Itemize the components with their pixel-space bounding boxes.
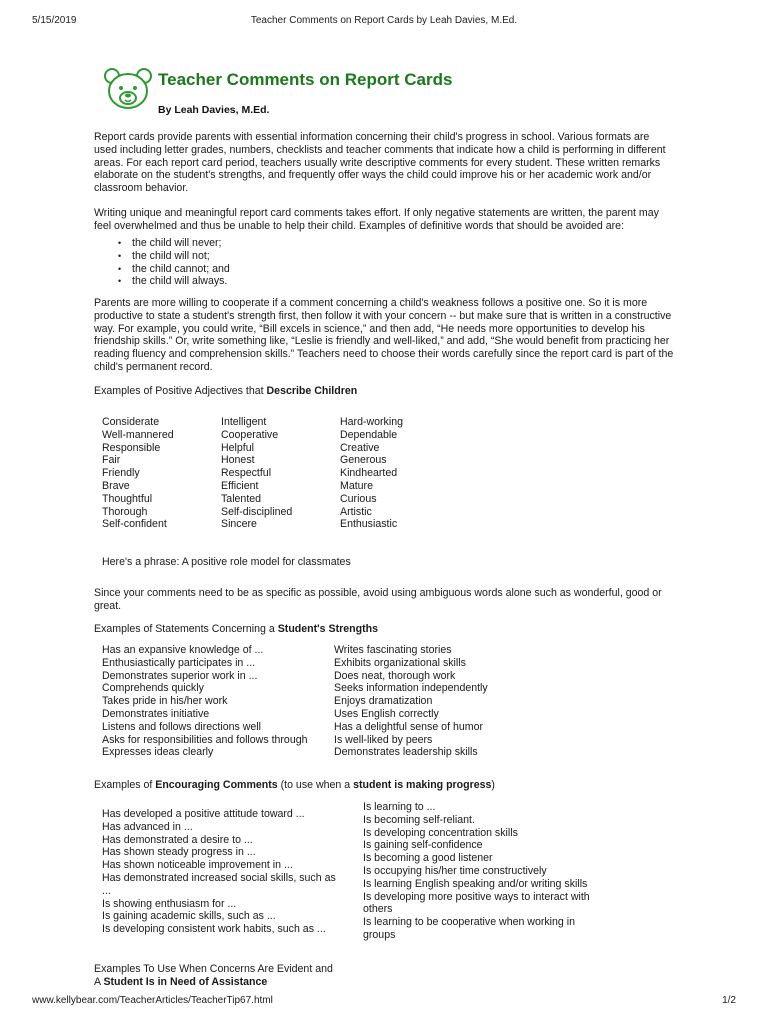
list-item: Efficient [221,479,259,492]
list-item: Sincere [221,518,257,531]
list-item: Is developing consistent work habits, such as ... [102,923,326,936]
list-item: Writes fascinating stories [334,644,452,656]
list-item: Is occupying his/her time constructively [363,864,547,877]
print-date: 5/15/2019 [32,15,77,26]
list-item: • the child will never; [94,237,394,250]
list-item: Fair [102,454,121,467]
list-item: • the child will not; [94,250,394,263]
print-footer-url: www.kellybear.com/TeacherArticles/TeacherTip67.html [32,995,273,1006]
list-item: Seeks information independently [334,682,488,695]
list-item: Well-mannered [102,428,174,441]
list-item: Thoughtful [102,492,153,505]
encouraging-column-1 [102,808,342,936]
list-item: Self-disciplined [221,505,293,518]
list-item: Respectful [221,467,272,480]
list-item: Generous [340,454,387,467]
list-item: Is gaining self-confidence [363,839,483,852]
strengths-heading: Examples of Statements Concerning a Student's Strengths [94,623,378,635]
list-item: • the child cannot; and [94,263,394,276]
list-item: Comprehends quickly [102,682,204,695]
avoid-words-list [94,237,394,288]
list-item: Self-confident [102,518,167,531]
list-item: Honest [221,454,255,467]
list-item: Responsible [102,441,161,454]
list-item: Has demonstrated a desire to ... [102,833,253,846]
list-item: Enthusiastic [340,518,398,531]
strengths-column-2 [334,644,488,759]
list-item: Thorough [102,505,148,518]
page-title: Teacher Comments on Report Cards [158,70,453,89]
list-item: Has a delightful sense of humor [334,720,483,733]
list-item: Asks for responsibilities and follows through [102,733,308,746]
intro-paragraph: Report cards provide parents with essential information concerning their child's progress in school. Various formats are used including letter grades, numbers, checklists and teacher comments that indicate how a child is performing in different areas. For each report card period, teachers usually write descriptive comments for every student. These written remarks elaborate on the student's strengths, and frequently offer ways the child could improve his or her academic work and/or classroom behavior. [94,131,666,195]
ambiguous-words-paragraph: Since your comments need to be as specific as possible, avoid using ambiguous words alone such as wonderful, good or great. [94,587,662,612]
list-item: Creative [340,441,380,454]
role-model-phrase: Here's a phrase: A positive role model for classmates [102,556,351,568]
list-item: Helpful [221,441,254,454]
list-item: Is becoming self-reliant. [363,813,475,826]
list-item: Expresses ideas clearly [102,746,214,759]
list-item: Is learning to ... [363,801,436,813]
list-item: Friendly [102,467,140,480]
list-item: Is developing concentration skills [363,826,518,839]
list-item: Talented [221,492,262,505]
list-item: Has shown noticeable improvement in ... [102,859,293,872]
list-item: Enjoys dramatization [334,695,433,708]
list-item: Dependable [340,428,398,441]
list-item: Brave [102,479,130,492]
list-item: Is developing more positive ways to interact with others [363,890,590,916]
list-item: Considerate [102,416,160,428]
encouraging-column-2 [363,801,598,942]
list-item: Is well-liked by peers [334,733,433,746]
list-item: Is learning to be cooperative when working in groups [363,916,575,941]
strengths-column-1 [102,644,308,759]
list-item: Has demonstrated increased social skills, such as ... [102,871,336,897]
adjectives-column-3 [340,416,403,531]
list-item: • the child will always. [94,275,394,288]
list-item: Is showing enthusiasm for ... [102,897,237,910]
print-page-number: 1/2 [722,995,736,1006]
list-item: Cooperative [221,428,279,441]
list-item: Demonstrates initiative [102,707,210,720]
list-item: Has developed a positive attitude toward ... [102,808,305,820]
list-item: Enthusiastically participates in ... [102,656,256,669]
list-item: Is learning English speaking and/or writing skills [363,877,588,890]
list-item: Hard-working [340,416,403,428]
list-item: Listens and follows directions well [102,720,261,733]
list-item: Has an expansive knowledge of ... [102,644,264,656]
strengths-first-paragraph: Parents are more willing to cooperate if a comment concerning a child's weakness follows a positive one. So it is more productive to state a student's strength first, then follow it with your concern -- but make sure that is written in a constructive way. For example, you could write, “Bill excels in science,” and then add, “He needs more opportunities to develop his friendship skills.” Or, write something like, “Leslie is friendly and well-liked,” and add, “She would benefit from practicing her reading fluency and comprehension skills.” Teachers need to choose their words carefully since the report card is part of the child's permanent record. [94,297,674,373]
list-item: Uses English correctly [334,707,439,720]
adjectives-column-1 [102,416,174,531]
author-byline: By Leah Davies, M.Ed. [158,104,270,116]
list-item: Exhibits organizational skills [334,656,466,669]
list-item: Mature [340,479,373,492]
list-item: Is becoming a good listener [363,852,493,865]
list-item: Has shown steady progress in ... [102,846,256,859]
list-item: Kindhearted [340,467,398,480]
list-item: Does neat, thorough work [334,669,456,682]
list-item: Curious [340,492,377,505]
adjectives-column-2 [221,416,292,531]
concerns-heading: Examples To Use When Concerns Are Evident and A Student Is in Need of Assistance [94,963,333,988]
encouraging-heading: Examples of Encouraging Comments (to use when a student is making progress) [94,779,495,791]
list-item: Is gaining academic skills, such as ... [102,910,276,923]
adjectives-heading: Examples of Positive Adjectives that Describe Children [94,385,358,397]
avoid-paragraph: Writing unique and meaningful report card comments takes effort. If only negative statements are written, the parent may feel overwhelmed and thus be unable to help their child. Examples of definitive words that should be avoided are: [94,207,659,232]
print-doc-title: Teacher Comments on Report Cards by Leah Davies, M.Ed. [250,15,518,26]
bear-face-icon [100,66,156,112]
list-item: Demonstrates superior work in ... [102,669,258,682]
list-item: Demonstrates leadership skills [334,746,478,759]
list-item: Artistic [340,505,372,518]
list-item: Takes pride in his/her work [102,695,228,708]
list-item: Intelligent [221,416,267,428]
list-item: Has advanced in ... [102,820,193,833]
